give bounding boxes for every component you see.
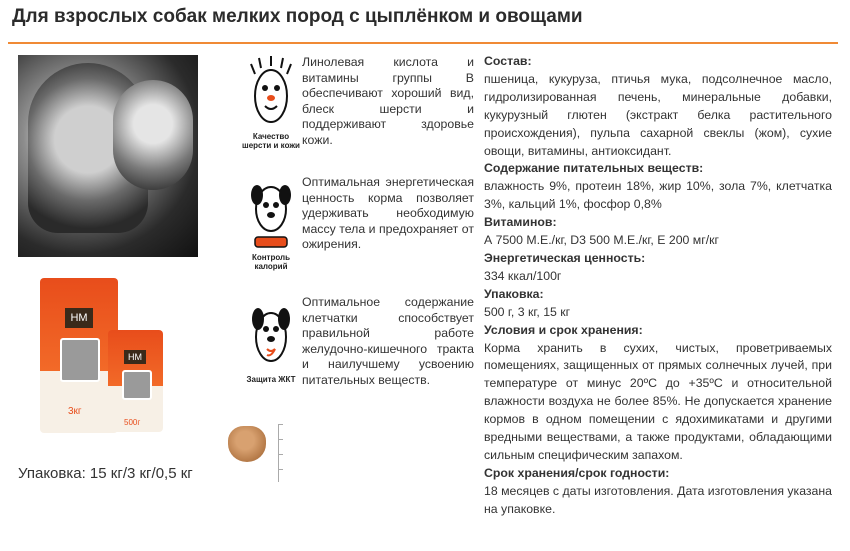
product-details [484, 53, 832, 519]
dog-scale-icon [243, 175, 299, 271]
nutrients-text: влажность 9%, протеин 18%, жир 10%, зола 7%, клетчатка 3%, кальций 1%, фосфор 0,8% [484, 179, 832, 212]
composition-text: пшеница, кукуруза, птичья мука, подсолнечное масло, гидролизированная печень, минеральные добавки, кукурузный глютен (экстракт белка растительного происхождения), пульпа сахарной свеклы (жом), сухие овощи, витамины, антиоксидант. [484, 71, 832, 158]
benefit-caption-1: Качество шерсти и кожи [242, 132, 300, 150]
shelf-life-text: 18 месяцев с даты изготовления. Дата изготовления указана на упаковке. [484, 483, 832, 516]
dog-digestion-icon [243, 297, 299, 389]
benefit-text-1: Линолевая кислота и витамины группы В обеспечивают хороший вид, блеск шерсти и поддерживают здоровье кожи. [302, 55, 474, 147]
shelf-life-heading: Срок хранения/срок годности: [484, 465, 670, 480]
packaging-text: 500 г, 3 кг, 15 кг [484, 304, 571, 319]
kibble-size-scale [278, 424, 293, 482]
brand-logo: НМ [65, 308, 93, 328]
storage-heading: Условия и срок хранения: [484, 322, 643, 337]
storage-text: Корма хранить в сухих, чистых, проветриваемых помещениях, защищенных от прямых солнечных лучей, при температуре от минус 20ºС до +35ºС и относительной влажности воздуха не более 85%. Не допускается хранение кормов в одном помещении с ядохимикатами и другими вредными веществами, а также продуктами, обладающими сильным специфическим запахом. [484, 340, 832, 462]
product-bag-small [108, 330, 163, 432]
benefit-caption-3: Защита ЖКТ [246, 375, 296, 384]
energy-text: 334 ккал/100г [484, 268, 562, 283]
dog-coat-icon [242, 54, 300, 150]
energy-heading: Энергетическая ценность: [484, 250, 646, 265]
composition-heading: Состав: [484, 54, 532, 68]
packaging-label: Упаковка: 15 кг/3 кг/0,5 кг [18, 465, 193, 482]
bag-small-weight: 500г [124, 418, 141, 427]
packaging-heading: Упаковка: [484, 286, 544, 301]
benefit-text-2: Оптимальная энергетическая ценность корма позволяет удерживать необходимую массу тела и предохраняет от ожирения. [302, 175, 474, 252]
brand-logo-small: НМ [124, 350, 146, 364]
title-divider [8, 42, 838, 44]
benefit-text-3: Оптимальное содержание клетчатки способствует правильной работе желудочно-кишечного тракта и наилучшему усвоению питательных веществ. [302, 295, 474, 387]
bag-large-weight: 3кг [68, 406, 82, 417]
vitamins-heading: Витаминов: [484, 215, 557, 230]
kibble-image [228, 426, 266, 462]
owner-with-dog-photo [18, 55, 198, 257]
nutrients-heading: Содержание питательных веществ: [484, 161, 704, 176]
vitamins-text: А 7500 М.Е./кг, D3 500 М.Е./кг, Е 200 мг/кг [484, 233, 720, 248]
page-title: Для взрослых собак мелких пород с цыплёнком и овощами [12, 6, 583, 27]
product-bag-large [40, 278, 118, 433]
benefit-caption-2: Контроль калорий [251, 253, 291, 271]
